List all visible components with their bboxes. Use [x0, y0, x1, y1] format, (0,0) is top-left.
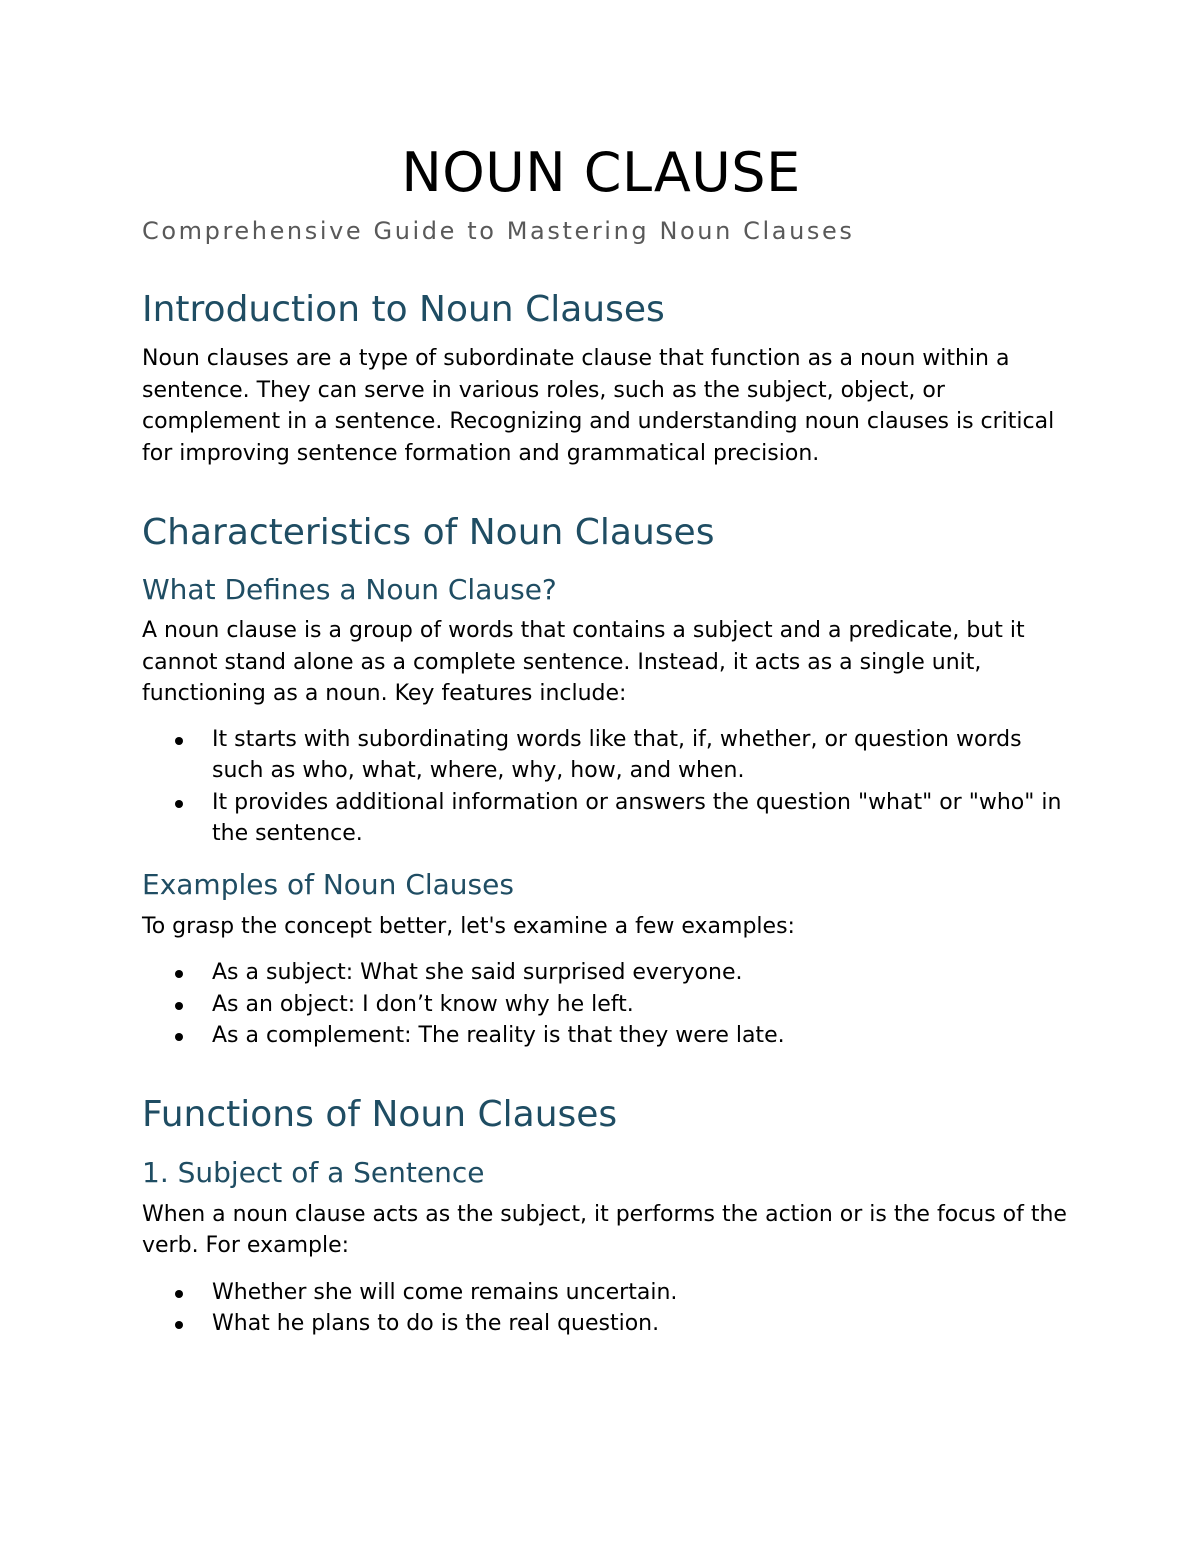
section-heading-characteristics: Characteristics of Noun Clauses: [142, 512, 715, 553]
list-item: What he plans to do is the real question.: [212, 1308, 1072, 1340]
definition-paragraph: A noun clause is a group of words that contains a subject and a predicate, but it cannot stand alone as a complete sentence. Instead, it acts as a single unit, functioning as a noun. Key features include:: [142, 618, 1025, 706]
list-item: It provides additional information or answers the question "what" or "who" in the sentence.: [212, 787, 1072, 850]
subject-paragraph: When a noun clause acts as the subject, it performs the action or is the focus of the verb. For example:: [142, 1201, 1067, 1258]
subject-bullet-list: [142, 1277, 1072, 1340]
subheading-examples: Examples of Noun Clauses: [142, 867, 514, 901]
introduction-paragraph: Noun clauses are a type of subordinate clause that function as a noun within a sentence. They can serve in various roles, such as the subject, object, or complement in a sentence. Recognizing and understanding noun clauses is critical for improving sentence formation and grammatical precision.: [142, 346, 1055, 466]
list-item: As a complement: The reality is that they were late.: [212, 1020, 1072, 1052]
document-subtitle: Comprehensive Guide to Mastering Noun Clauses: [142, 217, 855, 245]
document-page: [142, 140, 1072, 1340]
list-item: As a subject: What she said surprised everyone.: [212, 957, 1072, 989]
examples-bullet-list: [142, 957, 1072, 1052]
list-item: As an object: I don’t know why he left.: [212, 989, 1072, 1021]
document-title: NOUN CLAUSE: [401, 141, 801, 204]
list-item: It starts with subordinating words like that, if, whether, or question words such as who, what, where, why, how, and when.: [212, 724, 1072, 787]
subheading-subject: 1. Subject of a Sentence: [142, 1155, 485, 1189]
subheading-definition: What Defines a Noun Clause?: [142, 573, 557, 606]
examples-paragraph: To grasp the concept better, let's examine a few examples:: [142, 913, 795, 939]
section-heading-introduction: Introduction to Noun Clauses: [142, 289, 665, 330]
list-item: Whether she will come remains uncertain.: [212, 1277, 1072, 1309]
definition-bullet-list: [142, 724, 1072, 850]
section-heading-functions: Functions of Noun Clauses: [142, 1093, 618, 1135]
